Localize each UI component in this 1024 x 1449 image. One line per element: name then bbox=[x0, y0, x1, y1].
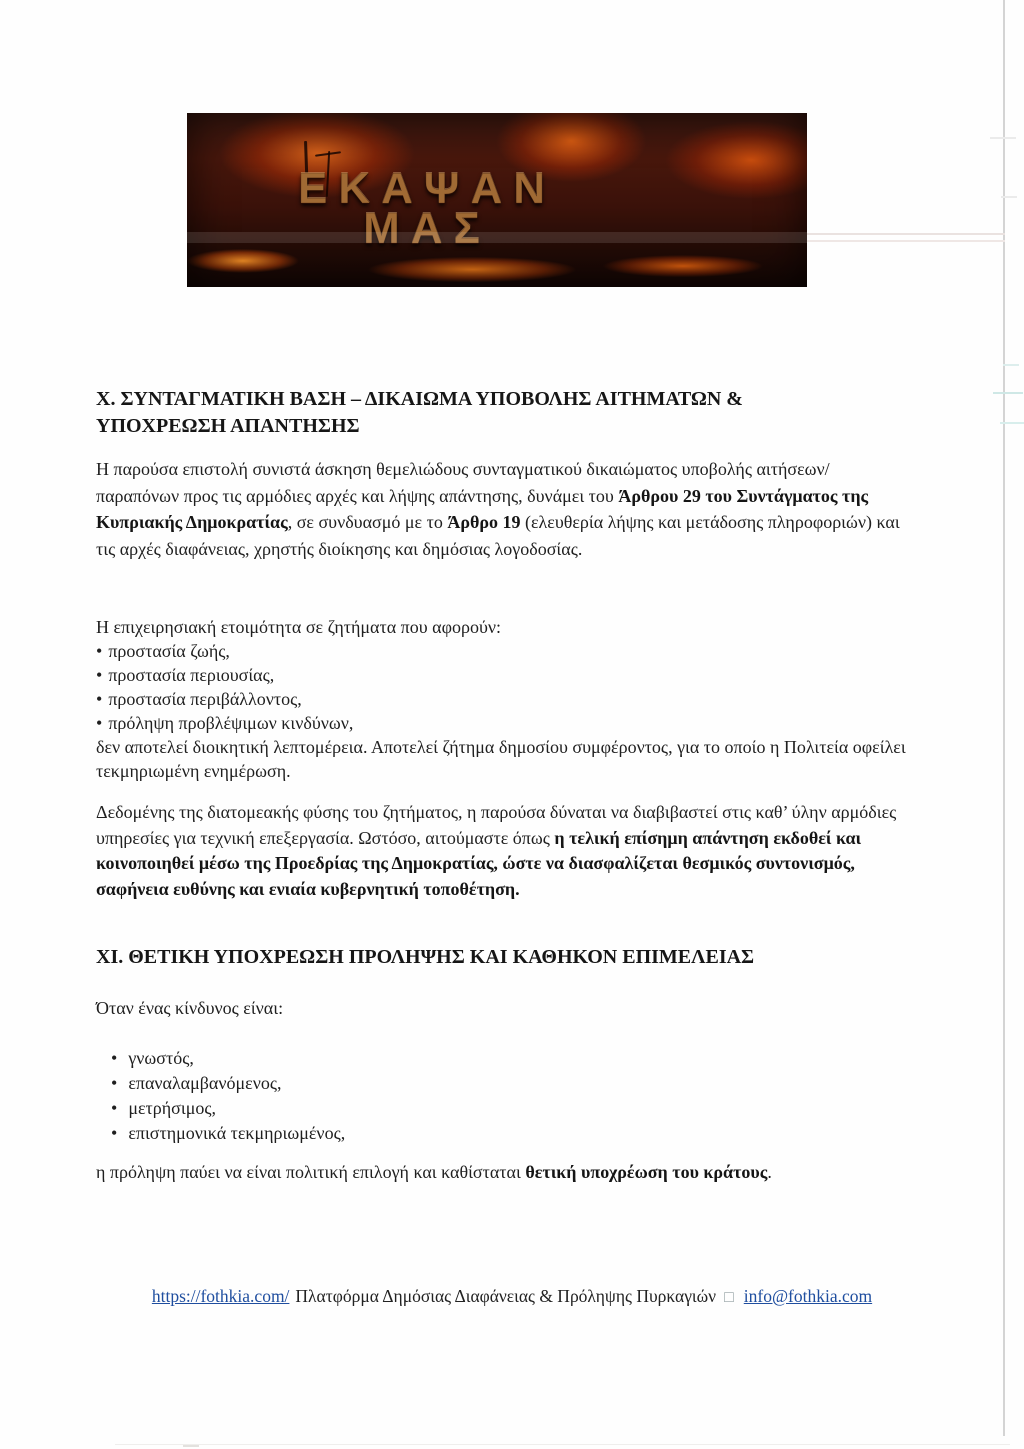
bullet-icon: • bbox=[111, 1048, 118, 1068]
paragraph-transmission-request bbox=[96, 800, 908, 902]
readiness-outro: δεν αποτελεί διοικητική λεπτομέρεια. Αποτελεί ζήτημα δημοσίου συμφέροντος, για το οποίο η Πολιτεία οφείλει τεκμηριωμένη ενημέρωση. bbox=[96, 737, 906, 781]
scan-mark bbox=[183, 1445, 199, 1447]
scan-mark bbox=[1000, 422, 1024, 424]
list-item bbox=[96, 711, 908, 735]
conclusion-bold: θετική υποχρέωση του κράτους bbox=[525, 1162, 768, 1182]
section-xi-heading: ΧΙ. ΘΕΤΙΚΗ ΥΠΟΧΡΕΩΣΗ ΠΡΟΛΗΨΗΣ ΚΑΙ ΚΑΘΗΚΟΝ ΕΠΙΜΕΛΕΙΑΣ bbox=[96, 946, 755, 968]
readiness-intro: Η επιχειρησιακή ετοιμότητα σε ζητήματα που αφορούν: bbox=[96, 617, 501, 637]
para3-bold-official-response: η τελική επίσημη απάντηση εκδοθεί και κοινοποιηθεί μέσω της Προεδρίας της Δημοκρατίας, ώστε να διασφαλίζεται θεσμικός συντονισμός, σαφήνεια ευθύνης και ενιαία κυβερνητική τοποθέτηση. bbox=[96, 827, 862, 899]
bullet-icon: • bbox=[96, 665, 103, 685]
list-item bbox=[96, 1096, 908, 1121]
banner-title-line2: ΜΑΣ bbox=[363, 204, 491, 253]
scan-mark bbox=[1003, 364, 1019, 366]
bullet-icon: • bbox=[96, 641, 103, 661]
conclusion-line bbox=[96, 1162, 908, 1183]
paragraph-constitutional-basis bbox=[96, 456, 908, 562]
list-item bbox=[96, 1121, 908, 1146]
list-item bbox=[96, 1071, 908, 1096]
para3-text: Δεδομένης της διατομεακής φύσης του ζητήματος, η παρούσα δύναται να διαβιβαστεί στις καθ’ ύλην αρμόδιες υπηρεσίες για τεχνική επεξεργασία. Ωστόσο, αιτούμαστε όπως bbox=[96, 802, 897, 848]
list-item-label: μετρήσιμος, bbox=[128, 1098, 216, 1118]
footer bbox=[0, 1284, 1024, 1310]
scan-streak bbox=[807, 233, 1005, 235]
para1-text: Η παρούσα επιστολή συνιστά άσκηση θεμελιώδους συνταγματικού δικαιώματος υποβολής αιτήσεων/παραπόνων προς τις αρμόδιες αρχές και λήψης απάντησης, δυνάμει του bbox=[96, 459, 830, 506]
bullet-icon: • bbox=[111, 1123, 118, 1143]
banner-title bbox=[117, 122, 737, 296]
risk-intro: Όταν ένας κίνδυνος είναι: bbox=[96, 998, 284, 1018]
missing-glyph-box-icon: □ bbox=[724, 1289, 734, 1306]
list-item-label: επαναλαμβανόμενος, bbox=[128, 1073, 282, 1093]
email-link[interactable]: info@fothkia.com bbox=[743, 1286, 873, 1306]
scan-mark bbox=[990, 137, 1016, 139]
list-item-label: προστασία περιβάλλοντος, bbox=[108, 689, 302, 709]
scan-mark bbox=[1001, 196, 1017, 198]
list-item-label: επιστημονικά τεκμηριωμένος, bbox=[128, 1123, 346, 1143]
banner-title-line1: ΕΚΑΨΑΝ bbox=[297, 164, 557, 213]
section-x-heading: Χ. ΣΥΝΤΑΓΜΑΤΙΚΗ ΒΑΣΗ – ΔΙΚΑΙΩΜΑ ΥΠΟΒΟΛΗΣ ΑΙΤΗΜΑΤΩΝ & ΥΠΟΧΡΕΩΣΗ ΑΠΑΝΤΗΣΗΣ bbox=[96, 388, 743, 437]
bullet-icon: • bbox=[111, 1098, 118, 1118]
conclusion-text: η πρόληψη παύει να είναι πολιτική επιλογή και καθίσταται bbox=[96, 1162, 526, 1182]
site-link[interactable]: https://fothkia.com/ bbox=[151, 1286, 290, 1306]
scan-streak bbox=[807, 240, 1005, 242]
scan-edge-line bbox=[1003, 0, 1005, 1436]
bullet-icon: • bbox=[96, 713, 103, 733]
paragraph-operational-readiness bbox=[96, 615, 908, 783]
list-item-label: γνωστός, bbox=[128, 1048, 194, 1068]
risk-list bbox=[96, 1046, 908, 1146]
list-item bbox=[96, 663, 908, 687]
para1-text: , σε συνδυασμό με το bbox=[287, 512, 448, 532]
list-item-label: προστασία περιουσίας, bbox=[108, 665, 275, 685]
list-item-label: πρόληψη προβλέψιμων κινδύνων, bbox=[108, 713, 354, 733]
para1-bold-article29: Άρθρου 29 του Συντάγματος της Κυπριακής Δημοκρατίας bbox=[96, 485, 869, 532]
scan-mark bbox=[993, 392, 1023, 394]
scan-streak bbox=[187, 232, 807, 243]
list-item bbox=[96, 687, 908, 711]
list-item bbox=[96, 639, 908, 663]
list-item bbox=[96, 1046, 908, 1071]
list-item-label: προστασία ζωής, bbox=[108, 641, 230, 661]
banner-image bbox=[187, 113, 807, 287]
bullet-icon: • bbox=[111, 1073, 118, 1093]
conclusion-text: . bbox=[767, 1162, 772, 1182]
scan-bottom-line bbox=[115, 1444, 1010, 1445]
para1-text: (ελευθερία λήψης και μετάδοσης πληροφοριών) και τις αρχές διαφάνειας, χρηστής διοίκησης και δημόσιας λογοδοσίας. bbox=[96, 512, 900, 559]
bullet-icon: • bbox=[96, 689, 103, 709]
para1-bold-article19: Άρθρο 19 bbox=[447, 512, 521, 532]
footer-platform-text: Πλατφόρμα Δημόσιας Διαφάνειας & Πρόληψης Πυρκαγιών bbox=[295, 1286, 717, 1306]
